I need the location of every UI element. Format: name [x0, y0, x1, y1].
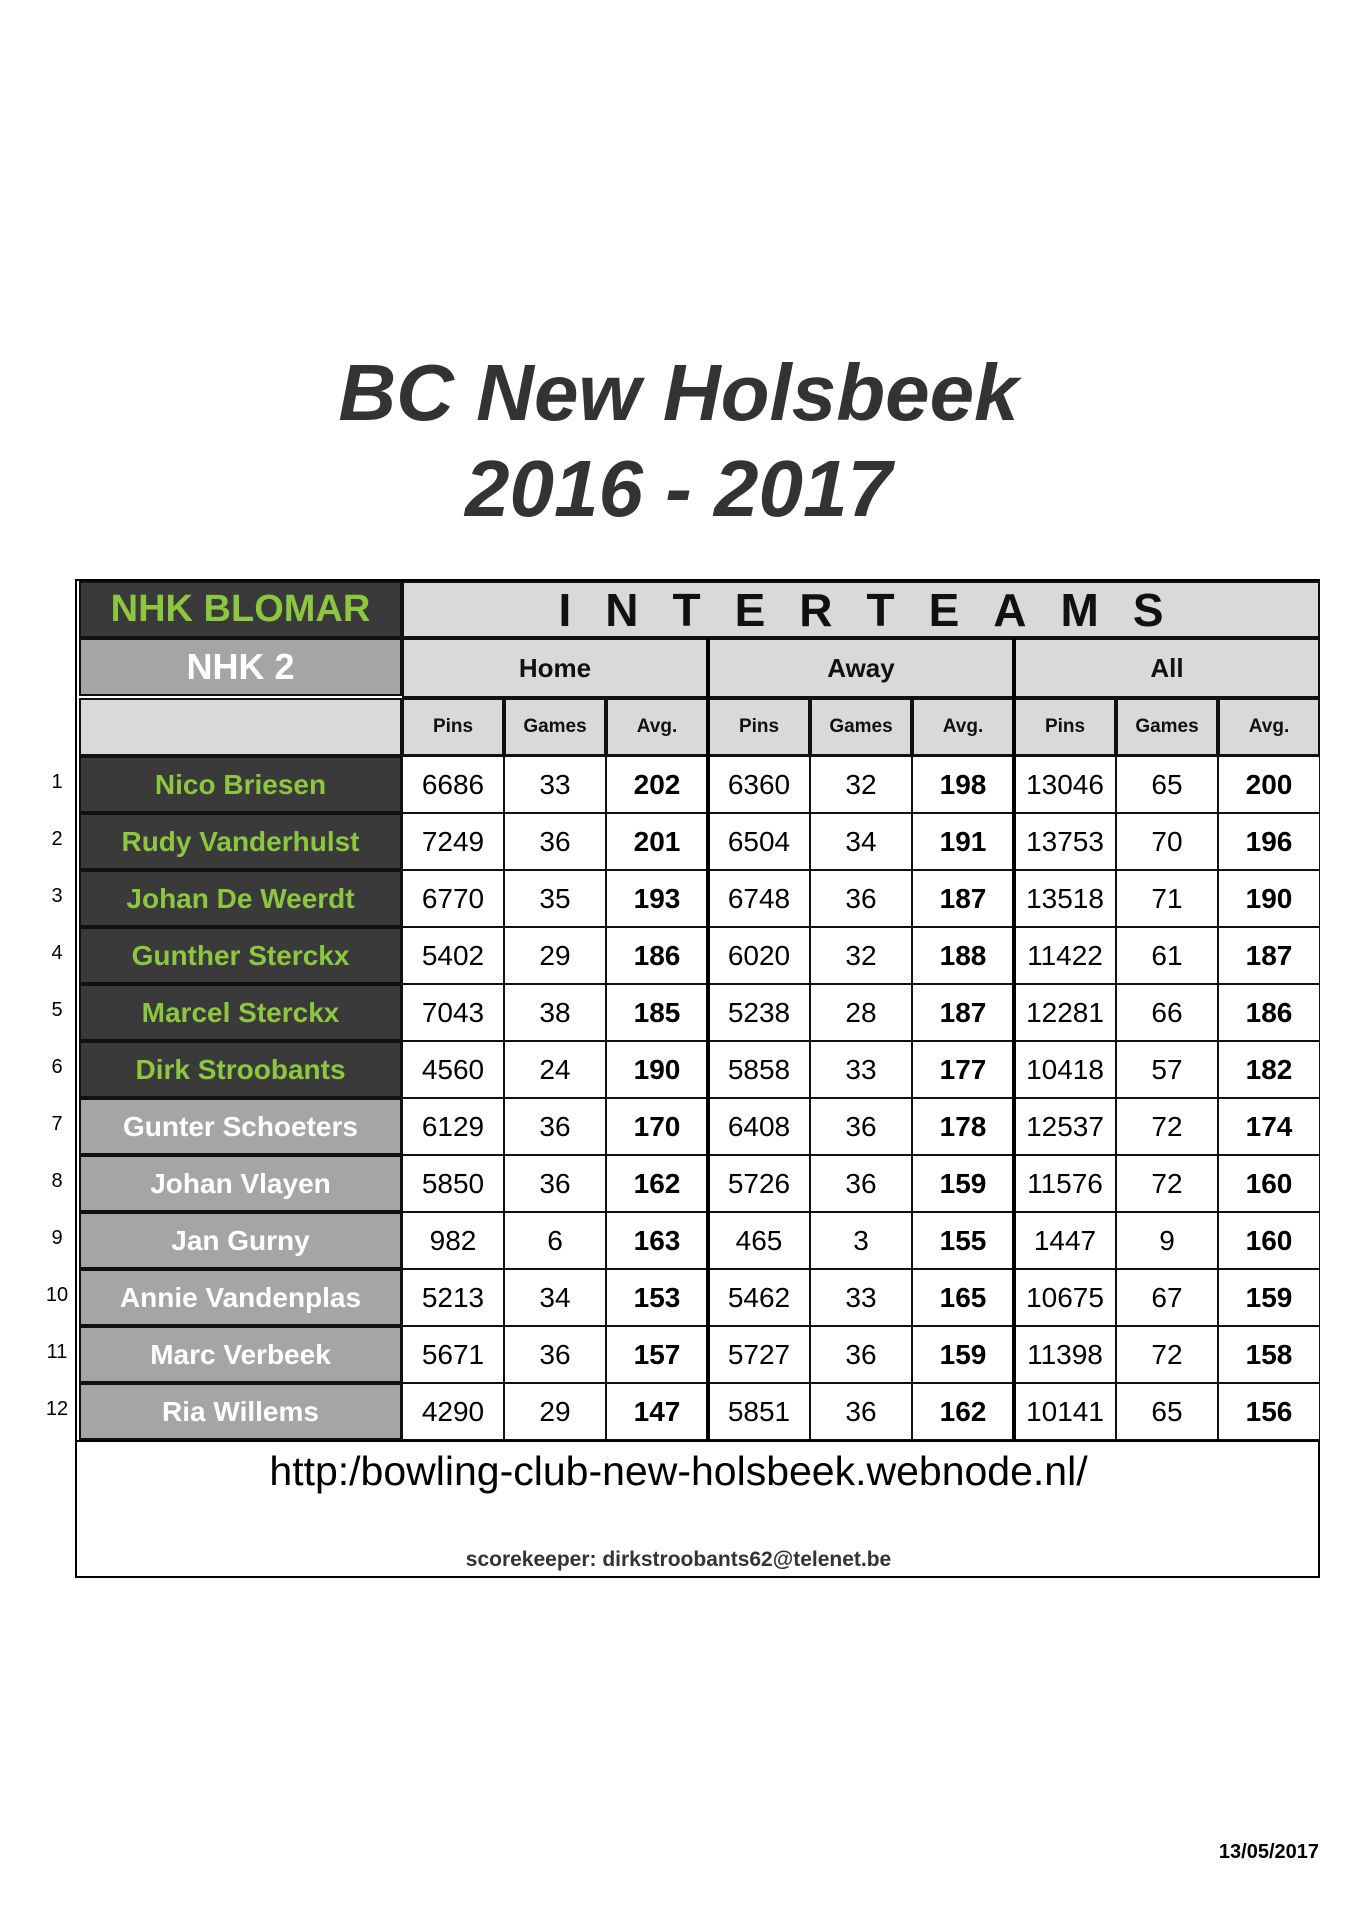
stat-all-games: 66 — [1116, 984, 1218, 1041]
stat-away-avg: 155 — [912, 1212, 1014, 1269]
rank-number: 9 — [51, 1227, 63, 1249]
website-link[interactable]: http:/bowling-club-new-holsbeek.webnode.nl/ — [269, 1448, 1088, 1494]
stat-home-avg: 202 — [606, 756, 708, 813]
stat-home-pins: 4290 — [402, 1383, 504, 1440]
rank-number: 3 — [51, 885, 63, 907]
stat-away-games: 32 — [810, 756, 912, 813]
rank-number: 6 — [51, 1056, 63, 1078]
stat-all-games: 57 — [1116, 1041, 1218, 1098]
rank-number: 7 — [51, 1113, 63, 1135]
rank-number: 1 — [51, 771, 63, 793]
stat-all-avg: 196 — [1218, 813, 1320, 870]
stat-away-avg: 159 — [912, 1155, 1014, 1212]
separator-home-away — [706, 638, 710, 1440]
team-name: NHK BLOMAR — [79, 581, 402, 638]
stat-all-avg: 159 — [1218, 1269, 1320, 1326]
stat-away-pins: 5727 — [708, 1326, 810, 1383]
stat-away-games: 33 — [810, 1269, 912, 1326]
stat-away-avg: 187 — [912, 870, 1014, 927]
section-home: Home — [402, 638, 708, 698]
section-away: Away — [708, 638, 1014, 698]
stat-all-avg: 200 — [1218, 756, 1320, 813]
rank-number: 2 — [51, 828, 63, 850]
player-name: Marcel Sterckx — [79, 984, 402, 1041]
stat-away-games: 33 — [810, 1041, 912, 1098]
stat-away-avg: 177 — [912, 1041, 1014, 1098]
stat-home-avg: 153 — [606, 1269, 708, 1326]
stat-away-games: 36 — [810, 1326, 912, 1383]
player-name: Ria Willems — [79, 1383, 402, 1440]
stat-all-pins: 11422 — [1014, 927, 1116, 984]
stat-away-avg: 165 — [912, 1269, 1014, 1326]
stat-all-pins: 1447 — [1014, 1212, 1116, 1269]
stat-away-avg: 187 — [912, 984, 1014, 1041]
name-header-blank — [79, 698, 402, 756]
stat-all-pins: 13046 — [1014, 756, 1116, 813]
stat-all-games: 70 — [1116, 813, 1218, 870]
stat-all-games: 9 — [1116, 1212, 1218, 1269]
stat-home-pins: 6770 — [402, 870, 504, 927]
stat-all-games: 67 — [1116, 1269, 1218, 1326]
stat-all-games: 72 — [1116, 1155, 1218, 1212]
col-header-away-avg: Avg. — [912, 698, 1014, 756]
stat-home-avg: 185 — [606, 984, 708, 1041]
player-name: Johan De Weerdt — [79, 870, 402, 927]
stat-all-avg: 186 — [1218, 984, 1320, 1041]
col-header-home-pins: Pins — [402, 698, 504, 756]
stat-away-avg: 188 — [912, 927, 1014, 984]
table-bottom-rule — [77, 1440, 1318, 1442]
stat-away-avg: 191 — [912, 813, 1014, 870]
stat-away-pins: 6020 — [708, 927, 810, 984]
stat-all-avg: 190 — [1218, 870, 1320, 927]
stat-all-avg: 160 — [1218, 1212, 1320, 1269]
stat-all-pins: 10141 — [1014, 1383, 1116, 1440]
rank-number: 11 — [46, 1341, 68, 1363]
stat-all-pins: 12281 — [1014, 984, 1116, 1041]
team-division: NHK 2 — [79, 638, 402, 696]
stat-all-pins: 10675 — [1014, 1269, 1116, 1326]
stat-all-pins: 10418 — [1014, 1041, 1116, 1098]
col-header-home-avg: Avg. — [606, 698, 708, 756]
scorekeeper-email: scorekeeper: dirkstroobants62@telenet.be — [465, 1548, 892, 1571]
stat-home-games: 36 — [504, 813, 606, 870]
stat-home-games: 34 — [504, 1269, 606, 1326]
stat-home-pins: 982 — [402, 1212, 504, 1269]
stat-home-games: 29 — [504, 927, 606, 984]
stat-away-pins: 5462 — [708, 1269, 810, 1326]
stat-away-games: 36 — [810, 1155, 912, 1212]
stat-all-avg: 158 — [1218, 1326, 1320, 1383]
stat-all-games: 72 — [1116, 1326, 1218, 1383]
stat-away-avg: 198 — [912, 756, 1014, 813]
stat-home-games: 35 — [504, 870, 606, 927]
stat-all-pins: 11576 — [1014, 1155, 1116, 1212]
rank-number: 12 — [45, 1398, 69, 1420]
player-name: Jan Gurny — [79, 1212, 402, 1269]
stat-home-avg: 162 — [606, 1155, 708, 1212]
separator-away-all — [1012, 638, 1016, 1440]
player-name: Gunther Sterckx — [79, 927, 402, 984]
stat-away-avg: 159 — [912, 1326, 1014, 1383]
stat-home-avg: 147 — [606, 1383, 708, 1440]
page-title — [0, 345, 1357, 537]
stat-away-games: 36 — [810, 870, 912, 927]
player-name: Nico Briesen — [79, 756, 402, 813]
stat-all-pins: 13753 — [1014, 813, 1116, 870]
stat-home-avg: 190 — [606, 1041, 708, 1098]
stat-home-pins: 6686 — [402, 756, 504, 813]
stat-all-pins: 12537 — [1014, 1098, 1116, 1155]
stat-all-games: 72 — [1116, 1098, 1218, 1155]
stat-away-games: 3 — [810, 1212, 912, 1269]
stat-home-games: 24 — [504, 1041, 606, 1098]
stat-away-games: 28 — [810, 984, 912, 1041]
title-season: 2016 - 2017 — [464, 444, 893, 533]
stat-home-games: 36 — [504, 1326, 606, 1383]
stat-away-pins: 6748 — [708, 870, 810, 927]
stat-all-games: 61 — [1116, 927, 1218, 984]
stat-home-avg: 201 — [606, 813, 708, 870]
stat-home-games: 36 — [504, 1098, 606, 1155]
stats-sheet — [75, 579, 1320, 1578]
stat-all-pins: 13518 — [1014, 870, 1116, 927]
stat-away-games: 36 — [810, 1098, 912, 1155]
stat-home-games: 6 — [504, 1212, 606, 1269]
rank-number: 10 — [45, 1284, 69, 1306]
col-header-away-pins: Pins — [708, 698, 810, 756]
stat-home-pins: 5671 — [402, 1326, 504, 1383]
stat-away-pins: 6504 — [708, 813, 810, 870]
stat-away-pins: 5858 — [708, 1041, 810, 1098]
stat-home-pins: 5850 — [402, 1155, 504, 1212]
stat-home-avg: 163 — [606, 1212, 708, 1269]
col-header-away-games: Games — [810, 698, 912, 756]
player-name: Annie Vandenplas — [79, 1269, 402, 1326]
stat-all-avg: 160 — [1218, 1155, 1320, 1212]
report-date: 13/05/2017 — [1218, 1841, 1319, 1863]
stat-home-avg: 170 — [606, 1098, 708, 1155]
stat-home-pins: 5213 — [402, 1269, 504, 1326]
stat-home-pins: 6129 — [402, 1098, 504, 1155]
stat-home-games: 36 — [504, 1155, 606, 1212]
stat-home-avg: 193 — [606, 870, 708, 927]
stat-away-avg: 178 — [912, 1098, 1014, 1155]
section-all: All — [1014, 638, 1320, 698]
col-header-all-games: Games — [1116, 698, 1218, 756]
stat-all-avg: 187 — [1218, 927, 1320, 984]
title-club: BC New Holsbeek — [338, 348, 1019, 437]
stat-all-avg: 174 — [1218, 1098, 1320, 1155]
stat-all-games: 71 — [1116, 870, 1218, 927]
stat-home-games: 29 — [504, 1383, 606, 1440]
stat-away-games: 34 — [810, 813, 912, 870]
stat-all-games: 65 — [1116, 756, 1218, 813]
col-header-all-avg: Avg. — [1218, 698, 1320, 756]
player-name: Rudy Vanderhulst — [79, 813, 402, 870]
stat-home-games: 33 — [504, 756, 606, 813]
stat-home-pins: 7043 — [402, 984, 504, 1041]
player-name: Johan Vlayen — [79, 1155, 402, 1212]
col-header-all-pins: Pins — [1014, 698, 1116, 756]
rank-number: 5 — [51, 999, 63, 1021]
stat-away-pins: 465 — [708, 1212, 810, 1269]
stat-away-pins: 5726 — [708, 1155, 810, 1212]
stat-all-games: 65 — [1116, 1383, 1218, 1440]
rank-number: 4 — [51, 942, 63, 964]
stat-home-pins: 7249 — [402, 813, 504, 870]
interteams-banner: INTERTEAMS — [402, 581, 1320, 638]
stat-away-games: 36 — [810, 1383, 912, 1440]
stat-all-pins: 11398 — [1014, 1326, 1116, 1383]
stat-away-pins: 5238 — [708, 984, 810, 1041]
stat-home-pins: 4560 — [402, 1041, 504, 1098]
stat-away-pins: 6360 — [708, 756, 810, 813]
player-name: Marc Verbeek — [79, 1326, 402, 1383]
stat-away-pins: 6408 — [708, 1098, 810, 1155]
stat-home-avg: 157 — [606, 1326, 708, 1383]
player-name: Dirk Stroobants — [79, 1041, 402, 1098]
stat-all-avg: 182 — [1218, 1041, 1320, 1098]
stat-away-games: 32 — [810, 927, 912, 984]
stat-away-avg: 162 — [912, 1383, 1014, 1440]
stat-home-games: 38 — [504, 984, 606, 1041]
stat-away-pins: 5851 — [708, 1383, 810, 1440]
stat-home-avg: 186 — [606, 927, 708, 984]
rank-number: 8 — [51, 1170, 63, 1192]
stat-home-pins: 5402 — [402, 927, 504, 984]
stat-all-avg: 156 — [1218, 1383, 1320, 1440]
col-header-home-games: Games — [504, 698, 606, 756]
player-name: Gunter Schoeters — [79, 1098, 402, 1155]
